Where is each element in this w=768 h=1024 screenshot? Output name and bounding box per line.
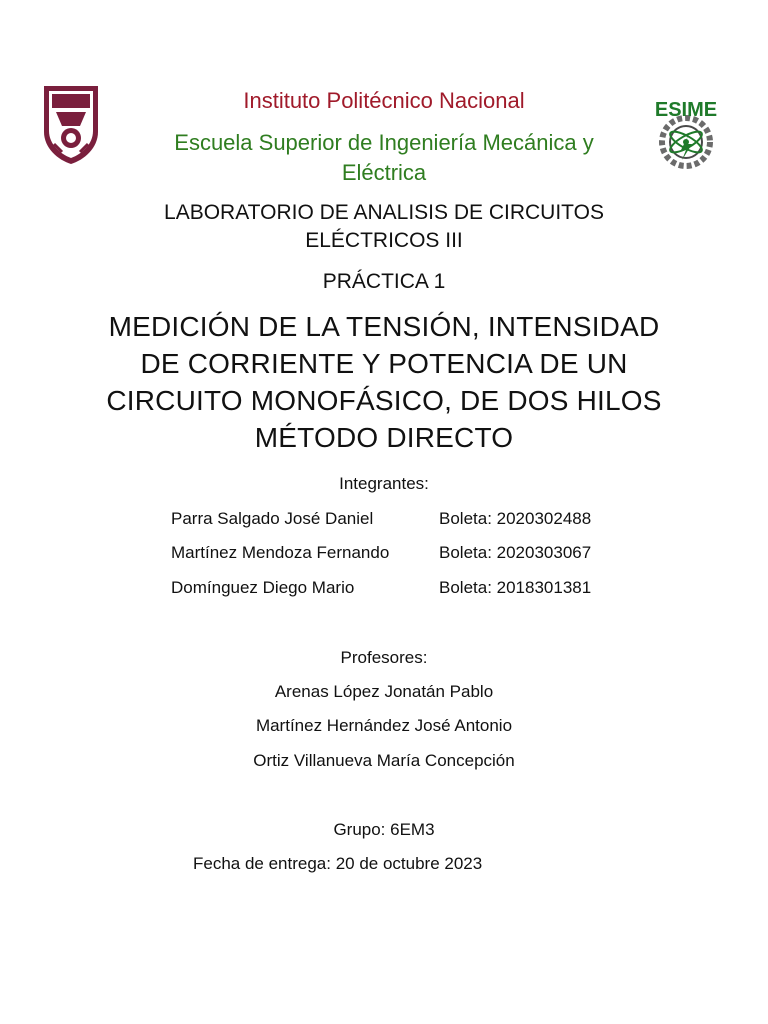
practice-number: PRÁCTICA 1 <box>322 270 446 293</box>
professor-name: Ortiz Villanueva María Concepción <box>253 751 515 770</box>
school-name-line1: Escuela Superior de Ingeniería Mecánica y <box>174 130 594 155</box>
practice-title-line2: DE CORRIENTE Y POTENCIA DE UN <box>140 348 628 379</box>
practice-title-line4: MÉTODO DIRECTO <box>254 422 514 453</box>
member-name: Parra Salgado José Daniel <box>171 509 374 528</box>
member-boleta: Boleta: 2020303067 <box>439 543 592 562</box>
group-label: Grupo: 6EM3 <box>333 820 435 839</box>
members-label: Integrantes: <box>339 474 429 493</box>
member-name: Domínguez Diego Mario <box>171 578 355 597</box>
delivery-date: Fecha de entrega: 20 de octubre 2023 <box>193 854 483 873</box>
member-name: Martínez Mendoza Fernando <box>171 543 390 562</box>
practice-title-line1: MEDICIÓN DE LA TENSIÓN, INTENSIDAD <box>108 311 660 342</box>
school-name <box>120 128 648 188</box>
member-boleta: Boleta: 2018301381 <box>439 578 592 597</box>
lab-title <box>84 199 684 255</box>
ipn-logo <box>36 82 106 166</box>
esime-logo <box>636 96 736 170</box>
lab-title-line1: LABORATORIO DE ANALISIS DE CIRCUITOS <box>164 201 604 224</box>
institution-name: Instituto Politécnico Nacional <box>243 88 525 113</box>
practice-title <box>60 308 708 456</box>
practice-title-line3: CIRCUITO MONOFÁSICO, DE DOS HILOS <box>106 385 662 416</box>
professor-name: Martínez Hernández José Antonio <box>255 716 513 735</box>
member-boleta: Boleta: 2020302488 <box>439 509 592 528</box>
school-name-line2: Eléctrica <box>341 160 427 185</box>
lab-title-line2: ELÉCTRICOS III <box>305 229 463 252</box>
professors-label: Profesores: <box>340 648 428 667</box>
esime-logo-text: ESIME <box>654 99 718 121</box>
professor-name: Arenas López Jonatán Pablo <box>274 682 494 701</box>
